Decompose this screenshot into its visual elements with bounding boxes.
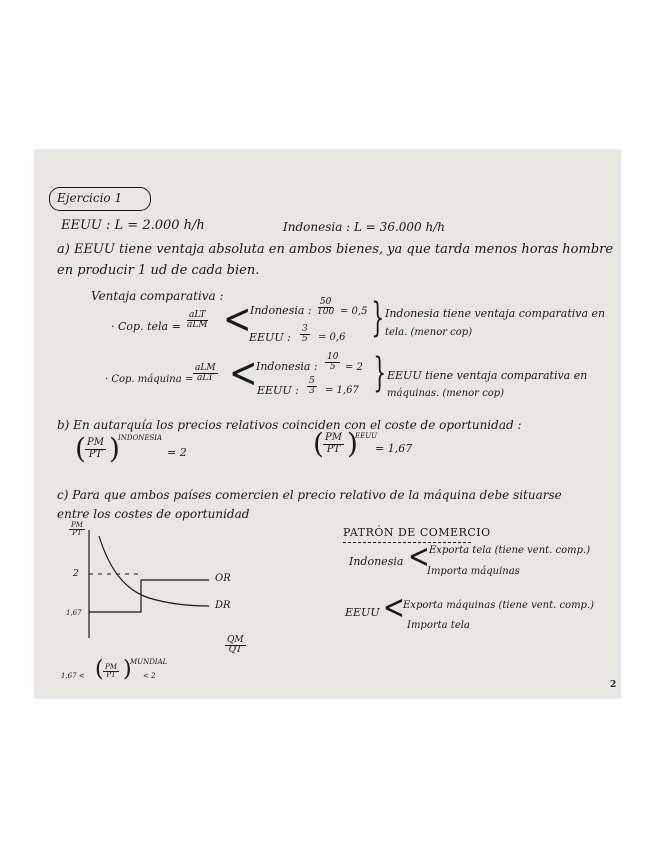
cop-maquina-conclusion-2: máquinas. (menor cop) [387,388,505,399]
part-b-indonesia-close-paren: ) [109,432,120,465]
patron-eeuu-import: Importa tela [407,620,470,631]
patron-indonesia-export: Exporta tela (tiene vent. comp.) [429,545,591,556]
cop-tela-branch: < [223,294,252,344]
part-b-indonesia-superscript: INDONESIA [118,434,163,442]
cop-tela-indonesia-result: = 0,5 [340,306,368,317]
part-b-text: b) En autarquía los precios relativos coinciden con el coste de oportunidad : [57,418,522,432]
cop-maquina-indonesia-label: Indonesia : [256,360,318,373]
part-a-line-2: en producir 1 ud de cada bien. [57,263,260,278]
part-b-eeuu-close-paren: ) [347,427,358,460]
cop-tela-eeuu-result: = 0,6 [318,332,346,343]
mundial-left: 1,67 < [61,672,85,680]
cop-maquina-branch: < [229,348,258,398]
patron-eeuu-label: EEUU [345,606,380,619]
graph-dr-label: DR [215,600,231,611]
patron-indonesia-label: Indonesia [349,555,404,568]
graph-or-label: OR [215,573,231,584]
cop-maquina-label: · Cop. máquina = [105,374,194,385]
cop-maquina-fraction: aLM aLT [195,363,216,384]
part-b-indonesia-open-paren: ( [75,432,86,465]
graph-y-axis-label: $\frac{PM}{PT}$ [71,521,83,538]
mundial-close-paren: ) [123,657,132,682]
part-b-eeuu-fraction: $\frac{PM}{PT}$ [325,432,342,455]
patron-title-underline [343,542,471,543]
cop-tela-eeuu-label: EEUU : [249,331,291,344]
part-b-eeuu-value: = 1,67 [375,442,413,455]
cop-maquina-eeuu-result: = 1,67 [325,385,359,396]
exercise-title: Ejercicio 1 [57,191,123,205]
part-b-indonesia-fraction: $\frac{PM}{PT}$ [87,437,104,460]
patron-eeuu-branch: < [383,588,405,628]
cop-maquina-eeuu-fraction: $\frac{5}{3}$ [309,376,315,397]
patron-indonesia-branch: < [408,537,430,577]
supply-demand-graph [79,528,229,638]
mundial-open-paren: ( [95,657,104,682]
ventaja-comparativa-heading: Ventaja comparativa : [91,289,224,303]
patron-eeuu-export: Exporta máquinas (tiene vent. comp.) [403,600,595,611]
cop-maquina-eeuu-label: EEUU : [257,384,299,397]
mundial-right: < 2 [143,672,156,680]
cop-tela-eeuu-fraction: $\frac{3}{5}$ [302,324,308,345]
graph-x-axis-label: $\frac{QM}{QT}$ [227,635,244,656]
cop-maquina-indonesia-result: = 2 [345,362,363,373]
part-b-eeuu-open-paren: ( [313,427,324,460]
page-number: 2 [610,680,617,690]
cop-tela-brace: } [371,295,385,341]
cop-maquina-brace: } [373,350,387,396]
part-c-line-1: c) Para que ambos países comercien el precio relativo de la máquina debe situarse [57,488,562,502]
cop-tela-label: · Cop. tela = [111,320,181,333]
part-b-indonesia-value: = 2 [167,446,187,459]
dr-curve [99,536,209,606]
eeuu-labor: EEUU : L = 2.000 h/h [61,218,205,233]
mundial-fraction: $\frac{PM}{PT}$ [105,663,117,680]
cop-tela-conclusion-1: Indonesia tiene ventaja comparativa en [385,307,606,320]
cop-tela-indonesia-label: Indonesia : [250,304,312,317]
patron-indonesia-import: Importa máquinas [427,566,520,577]
part-a-line-1: a) EEUU tiene ventaja absoluta en ambos bienes, ya que tarda menos horas hombre [57,242,614,257]
notebook-page [35,150,620,698]
part-b-eeuu-superscript: EEUU [355,432,378,440]
part-c-line-2: entre los costes de oportunidad [57,507,250,521]
patron-title: PATRÓN DE COMERCIO [343,526,491,539]
cop-maquina-conclusion-1: EEUU tiene ventaja comparativa en [387,369,588,382]
cop-maquina-indonesia-fraction: $\frac{10}{5}$ [327,352,339,373]
cop-tela-fraction: aLT aLM [187,310,208,331]
graph-tick-low: 1,67 [66,609,82,617]
cop-tela-indonesia-fraction: $\frac{50}{100}$ [317,297,335,318]
cop-tela-conclusion-2: tela. (menor cop) [385,327,473,338]
indonesia-labor: Indonesia : L = 36.000 h/h [283,220,445,234]
graph-tick-high: 2 [73,569,79,579]
mundial-superscript: MUNDIAL [130,658,168,666]
or-curve [89,580,209,612]
